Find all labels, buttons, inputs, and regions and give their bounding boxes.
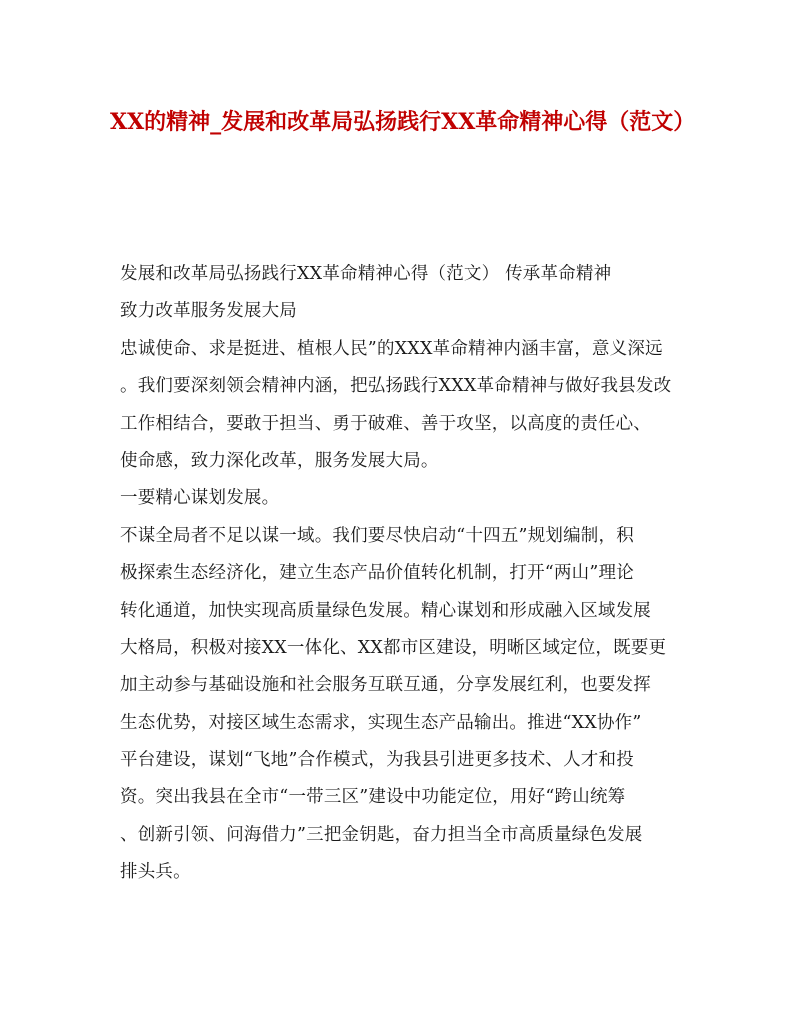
body-line: 发展和改革局弘扬践行XX革命精神心得（范文） 传承革命精神 <box>120 264 612 284</box>
body-line: 大格局，积极对接XX一体化、XX都市区建设，明晰区域定位，既要更 <box>120 637 667 658</box>
document-body <box>120 256 680 892</box>
body-line: 极探索生态经济化，建立生态产品价值转化机制，打开“两山”理论 <box>120 563 634 584</box>
body-line: 转化通道，加快实现高质量绿色发展。精心谋划和形成融入区域发展 <box>120 600 651 621</box>
body-line: 、创新引领、问海借力”三把金钥匙，奋力担当全市高质量绿色发展 <box>120 824 643 845</box>
body-line: 不谋全局者不足以谋一域。我们要尽快启动“十四五”规划编制，积 <box>120 525 634 546</box>
document-title: XX的精神_发展和改革局弘扬践行XX革命精神心得（范文） <box>110 109 696 135</box>
body-line: 使命感，致力深化改革，服务发展大局。 <box>120 450 439 471</box>
body-line: 平台建设，谋划“飞地”合作模式，为我县引进更多技术、人才和投 <box>120 750 634 771</box>
body-line: 排头兵。 <box>120 862 191 883</box>
body-line: 忠诚使命、求是挺进、植根人民”的XXX革命精神内涵丰富，意义深远 <box>120 338 663 359</box>
section-heading: 一要精心谋划发展。 <box>120 488 280 509</box>
body-line: 资。突出我县在全市“一带三区”建设中功能定位，用好“跨山统筹 <box>120 787 626 808</box>
body-line: 致力改革服务发展大局 <box>120 301 297 322</box>
body-line: 工作相结合，要敢于担当、勇于破难、善于攻坚，以高度的责任心、 <box>120 413 651 434</box>
body-line: 生态优势，对接区域生态需求，实现生态产品输出。推进“XX协作” <box>120 712 642 733</box>
body-line: 加主动参与基础设施和社会服务互联互通，分享发展红利，也要发挥 <box>120 675 651 696</box>
body-line: 。我们要深刻领会精神内涵，把弘扬践行XXX革命精神与做好我县发改 <box>120 376 672 397</box>
